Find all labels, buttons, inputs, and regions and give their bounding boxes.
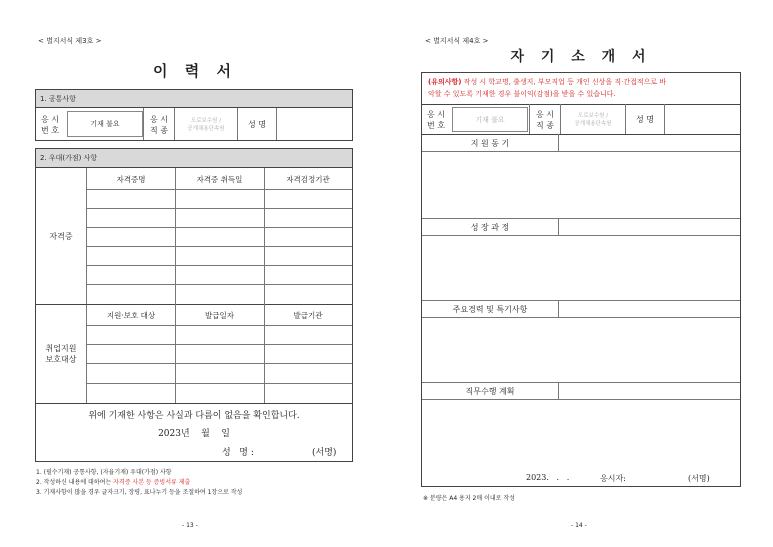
self-intro-table bbox=[421, 72, 741, 487]
sign-label: 성 명 : bbox=[222, 448, 254, 458]
emp-header-agency: 발급기관 bbox=[293, 310, 323, 320]
job-field[interactable]: 도로보수원 / 공개채용단속원 bbox=[187, 117, 225, 132]
emp-group-label: 취업지원 보호대상 bbox=[45, 344, 77, 364]
job-label: 응 시 직 종 bbox=[150, 114, 168, 135]
name-label: 성 명 bbox=[248, 120, 266, 129]
emp-header-date: 발급일자 bbox=[205, 310, 234, 320]
name-field[interactable] bbox=[277, 109, 352, 140]
page-number-13: - 13 - bbox=[182, 522, 198, 529]
right-name-field[interactable] bbox=[665, 105, 740, 134]
footer-date: 2023. . . bbox=[526, 473, 570, 482]
right-job-label: 응 시 직 종 bbox=[536, 109, 554, 130]
section-motivation-label: 지 원 동 기 bbox=[470, 138, 510, 148]
cert-header-agency: 자격검정기관 bbox=[286, 174, 330, 184]
right-job-field[interactable]: 도로보수원 / 공개채용단속원 bbox=[574, 112, 612, 127]
app-no-field[interactable]: 기재 불요 bbox=[67, 111, 143, 137]
app-no-label: 응 시 번 호 bbox=[41, 114, 59, 135]
cert-header-name: 자격증명 bbox=[116, 174, 146, 184]
section-plan-field[interactable] bbox=[422, 400, 740, 466]
section-career-field[interactable] bbox=[422, 318, 740, 382]
right-form-number: < 별지서식 제4호 > bbox=[425, 37, 489, 45]
section-growth-field[interactable] bbox=[422, 236, 740, 300]
right-name-label: 성 명 bbox=[636, 115, 654, 124]
note-2: 2. 작성하신 내용에 대하여는 자격증 사본 등 증빙서류 제출 bbox=[36, 479, 191, 486]
sign-mark: (서명) bbox=[312, 448, 337, 458]
section-growth-label: 성 장 과 정 bbox=[470, 222, 510, 232]
section-motivation-field[interactable] bbox=[422, 152, 740, 218]
right-app-no-field[interactable]: 기재 불요 bbox=[452, 107, 528, 132]
confirm-date: 2023년 월 일 bbox=[158, 429, 230, 439]
confirm-text: 위에 기재한 사항은 사실과 다름이 없음을 확인합니다. bbox=[88, 411, 300, 421]
section-plan-label: 직무수행 계획 bbox=[465, 386, 515, 396]
left-form-number: < 별지서식 제3호 > bbox=[38, 37, 102, 45]
cert-header-date: 자격증 취득일 bbox=[196, 174, 243, 184]
page-number-14: - 14 - bbox=[571, 522, 587, 529]
footer-sign-mark: (서명) bbox=[688, 474, 710, 483]
common-info-heading: 1. 공통사항 bbox=[36, 90, 352, 108]
length-note: ※ 분량은 A4 용지 2매 이내로 작성 bbox=[423, 495, 515, 502]
section-career-label: 주요경력 및 특기사항 bbox=[452, 304, 528, 314]
note-3: 3. 기재사항이 많을 경우 글자크기, 장평, 표나누기 등을 조절하여 1장으로 작성 bbox=[36, 489, 243, 496]
preference-heading: 2. 우대(가점) 사항 bbox=[36, 149, 352, 168]
right-app-no-label: 응 시 번 호 bbox=[427, 109, 445, 130]
common-info-table bbox=[35, 89, 353, 141]
footer-applicant: 응시자: bbox=[600, 474, 626, 483]
notice: (유의사항) 작성 시 학교명, 출생지, 부모직업 등 개인 신상을 직·간접적으로 바 악할 수 있도록 기재한 경우 불이익(감점)을 받을 수 있습니다. bbox=[428, 78, 667, 98]
note-1: 1. (필수기재) 공통사항, (자율기재) 우대(가점) 사항 bbox=[36, 469, 172, 476]
left-title: 이 력 서 bbox=[153, 62, 237, 80]
emp-header-target: 지원·보호 대상 bbox=[106, 310, 156, 320]
preference-table bbox=[35, 148, 353, 462]
cert-group-label: 자격증 bbox=[49, 232, 73, 241]
right-title: 자 기 소 개 서 bbox=[510, 49, 652, 65]
